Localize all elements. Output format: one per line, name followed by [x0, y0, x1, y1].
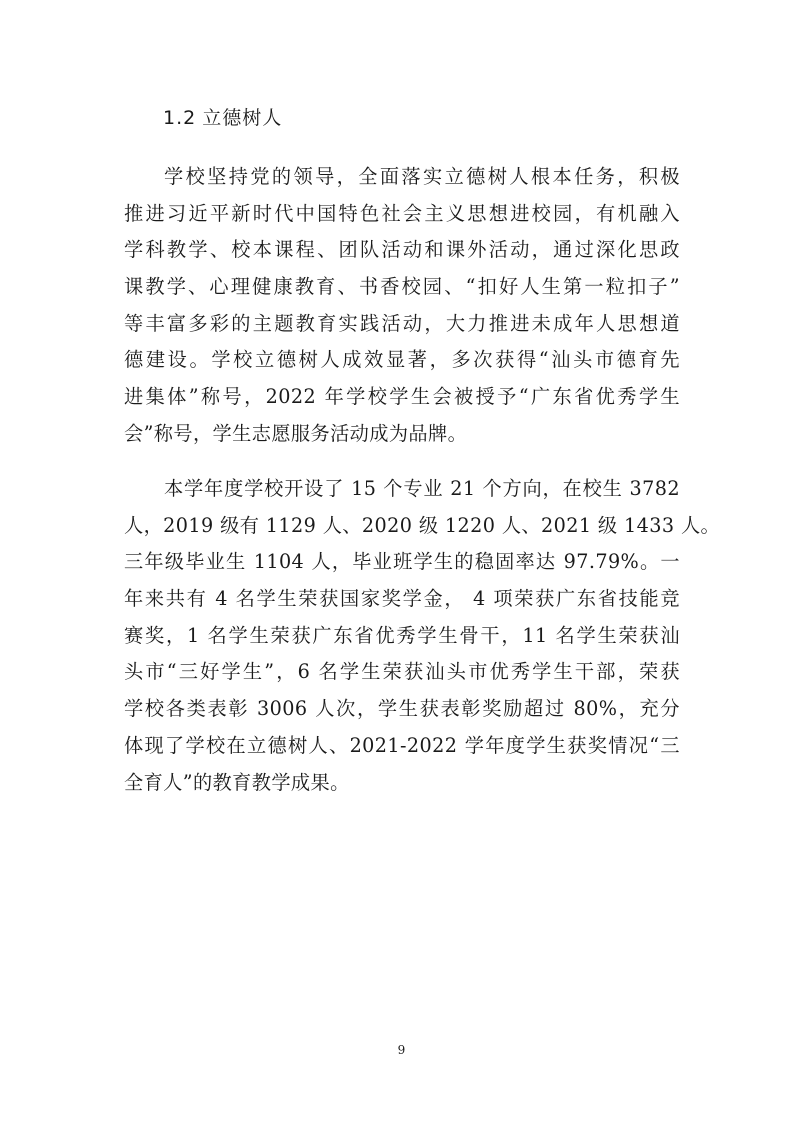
paragraph-line: 会”称号，学生志愿服务活动成为品牌。	[124, 421, 468, 445]
paragraph-line: 进集体”称号，2022 年学校学生会被授予“广东省优秀学生	[124, 385, 680, 409]
paragraph-line: 年来共有 4 名学生荣获国家奖学金， 4 项荣获广东省技能竞	[124, 587, 680, 611]
paragraph-line: 三年级毕业生 1104 人，毕业班学生的稳固率达 97.79%。一	[124, 550, 680, 574]
paragraph-student-statistics	[124, 471, 721, 801]
paragraph-line: 体现了学校在立德树人、2021-2022 学年度学生获奖情况“三	[124, 733, 680, 757]
section-number: 1.2	[163, 107, 197, 129]
paragraph-line: 学校各类表彰 3006 人次，学生获表彰奖励超过 80%，充分	[124, 697, 680, 721]
paragraph-line: 学校坚持党的领导，全面落实立德树人根本任务，积极	[164, 165, 680, 188]
section-heading	[163, 103, 282, 130]
section-title: 立德树人	[202, 107, 283, 129]
paragraph-line: 德建设。学校立德树人成效显著，多次获得“汕头市德育先	[124, 348, 680, 372]
paragraph-line: 学科教学、校本课程、团队活动和课外活动，通过深化思政	[124, 238, 680, 262]
paragraph-line: 赛奖，1 名学生荣获广东省优秀学生骨干，11 名学生荣获汕	[124, 623, 680, 647]
paragraph-moral-education	[124, 159, 680, 453]
paragraph-line: 头市“三好学生”，6 名学生荣获汕头市优秀学生干部，荣获	[124, 660, 680, 684]
paragraph-line: 人，2019 级有 1129 人、2020 级 1220 人、2021 级 1433 人。	[124, 513, 721, 537]
page-number: 9	[397, 1043, 406, 1057]
paragraph-line: 本学年度学校开设了 15 个专业 21 个方向，在校生 3782	[164, 477, 680, 500]
paragraph-line: 等丰富多彩的主题教育实践活动，大力推进未成年人思想道	[124, 311, 680, 335]
paragraph-line: 课教学、心理健康教育、书香校园、“扣好人生第一粒扣子”	[124, 275, 680, 299]
paragraph-line: 推进习近平新时代中国特色社会主义思想进校园，有机融入	[124, 201, 680, 225]
paragraph-line: 全育人”的教育教学成果。	[124, 770, 350, 794]
